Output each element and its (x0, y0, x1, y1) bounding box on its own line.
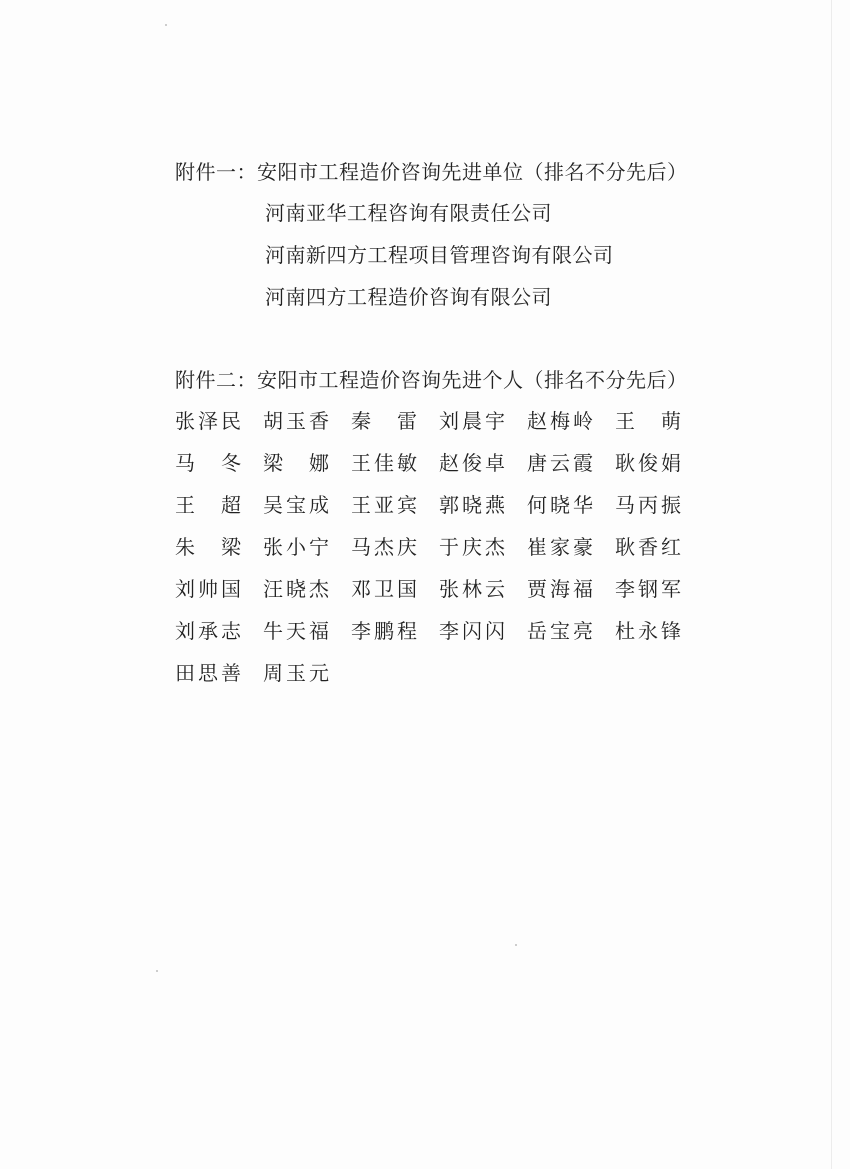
person-name: 王 萌 (615, 409, 681, 433)
person-name: 周 玉 元 (263, 661, 329, 685)
person-name: 耿 俊 娟 (615, 451, 681, 475)
person-name: 于 庆 杰 (439, 535, 505, 559)
person-name: 王 佳 敏 (351, 451, 417, 475)
scan-edge-line (831, 0, 832, 1169)
person-name: 朱 梁 (175, 535, 241, 559)
person-name: 贾 海 福 (527, 577, 593, 601)
scan-speck (156, 970, 158, 972)
person-name: 张 小 宁 (263, 535, 329, 559)
person-name: 邓 卫 国 (351, 577, 417, 601)
advanced-units-list (265, 203, 614, 329)
person-name: 马 冬 (175, 451, 241, 475)
person-name: 李 钢 军 (615, 577, 681, 601)
person-name: 吴 宝 成 (263, 493, 329, 517)
person-name: 刘 帅 国 (175, 577, 241, 601)
person-name: 刘 承 志 (175, 619, 241, 643)
unit-item: 河南新四方工程项目管理咨询有限公司 (265, 243, 614, 267)
person-name: 马 杰 庆 (351, 535, 417, 559)
person-name: 胡 玉 香 (263, 409, 329, 433)
person-name: 张 泽 民 (175, 409, 241, 433)
person-name: 秦 雷 (351, 409, 417, 433)
person-name: 张 林 云 (439, 577, 505, 601)
scan-speck (165, 24, 167, 26)
person-name: 汪 晓 杰 (263, 577, 329, 601)
person-name: 田 思 善 (175, 661, 241, 685)
person-name: 马 丙 振 (615, 493, 681, 517)
section-title-advanced-units: 附件一：安阳市工程造价咨询先进单位（排名不分先后） (175, 160, 688, 184)
person-name: 岳 宝 亮 (527, 619, 593, 643)
person-name: 王 亚 宾 (351, 493, 417, 517)
person-name: 牛 天 福 (263, 619, 329, 643)
advanced-individuals-grid (175, 411, 703, 705)
person-name: 杜 永 锋 (615, 619, 681, 643)
person-name: 李 闪 闪 (439, 619, 505, 643)
section-title-advanced-individuals: 附件二：安阳市工程造价咨询先进个人（排名不分先后） (175, 368, 688, 392)
unit-item: 河南亚华工程咨询有限责任公司 (265, 201, 552, 225)
scan-speck (515, 944, 517, 946)
person-name: 耿 香 红 (615, 535, 681, 559)
person-name: 赵 俊 卓 (439, 451, 505, 475)
person-name: 郭 晓 燕 (439, 493, 505, 517)
person-name: 刘 晨 宇 (439, 409, 505, 433)
person-name: 赵 梅 岭 (527, 409, 593, 433)
person-name: 梁 娜 (263, 451, 329, 475)
person-name: 崔 家 豪 (527, 535, 593, 559)
person-name: 唐 云 霞 (527, 451, 593, 475)
unit-item: 河南四方工程造价咨询有限公司 (265, 285, 552, 309)
person-name: 王 超 (175, 493, 241, 517)
person-name: 何 晓 华 (527, 493, 593, 517)
person-name: 李 鹏 程 (351, 619, 417, 643)
